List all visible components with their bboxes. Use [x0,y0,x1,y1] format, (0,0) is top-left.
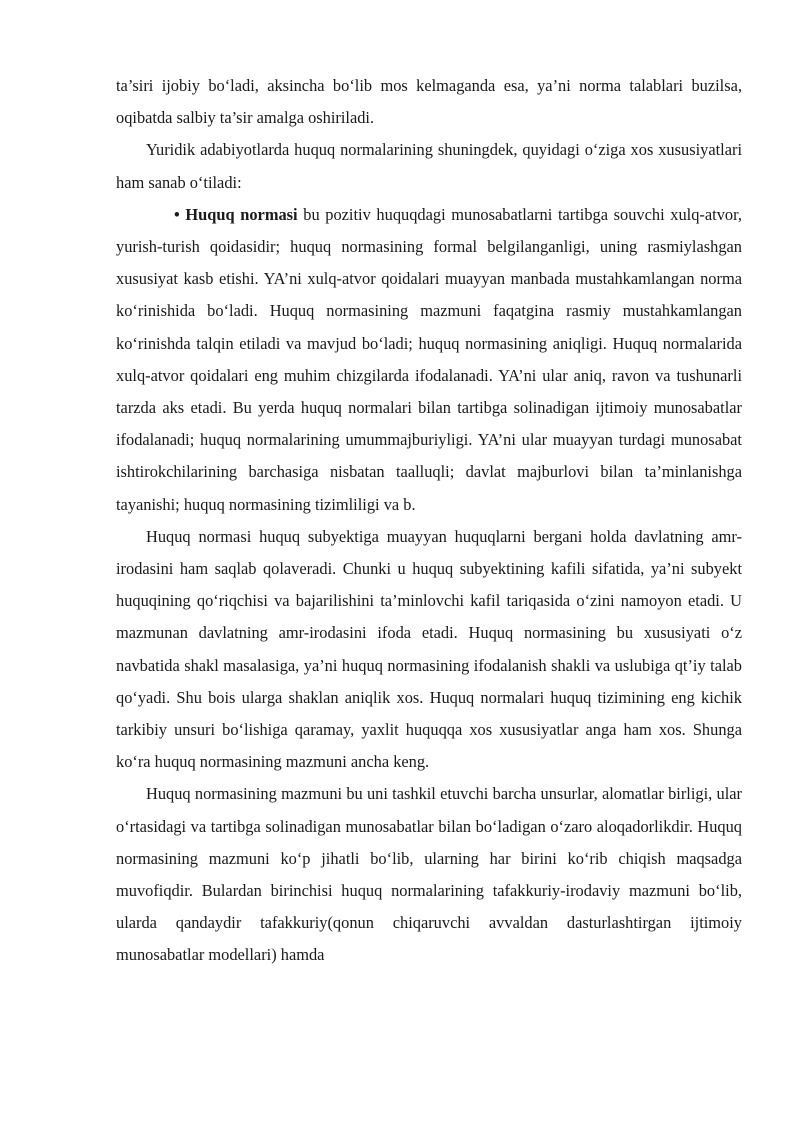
paragraph-subject: Huquq normasi huquq subyektiga muayyan huquqlarni bergani holda davlatning amr-irodasini ham saqlab qolaveradi. Chunki u huquq subyektining kafili sifatida, ya’ni subyekt huquqining qo‘riqchisi va bajarilishini ta’minlovchi kafil tariqasida o‘zini namoyon etadi. U mazmunan davlatning amr-irodasini ifoda etadi. Huquq normasining bu xususiyati o‘z navbatida shakl masalasiga, ya’ni huquq normasining ifodalanish shakli va uslubiga qt’iy talab qo‘yadi. Shu bois ularga shaklan aniqlik xos. Huquq normalari huquq tizimining eng kichik tarkibiy unsuri bo‘lishiga qaramay, yaxlit huquqqa xos xususiyatlar anga ham xos. Shunga ko‘ra huquq normasining mazmuni ancha keng. [116,526,742,772]
bullet-paragraph-text: bu pozitiv huquqdagi munosabatlarni tartibga souvchi xulq-atvor, yurish-turish qoidasidir; huquq normasining formal belgilanganligi, uning rasmiylashgan xususiyat kasb etishi. YA’ni xulq-atvor qoidalari muayyan manbada mustahkamlangan norma ko‘rinishida bo‘ladi. Huquq normasining mazmuni faqatgina rasmiy mustahkamlangan ko‘rinishda talqin etiladi va mavjud bo‘ladi; huquq normasining aniqligi. Huquq normalarida xulq-atvor qoidalari eng muhim chizgilarda ifodalanadi. YA’ni ular aniq, ravon va tushunarli tarzda aks etadi. Bu yerda huquq normalari bilan tartibga solinadigan ijtimoiy munosabatlar ifodalanadi; huquq normalarining umummajburiyligi. YA’ni ular muayyan turdagi munosabat ishtirokchilarining barchasiga nisbatan taalluqli; davlat majburlovi bilan ta’minlanishga tayanishi; huquq normasining tizimliligi va b. [116,204,742,514]
bullet-paragraph [116,199,742,521]
paragraph-content: Huquq normasining mazmuni bu uni tashkil etuvchi barcha unsurlar, alomatlar birligi, ular o‘rtasidagi va tartibga solinadigan munosabatlar bilan bo‘ladigan o‘zaro aloqadorlikdir. Huquq normasining mazmuni ko‘p jihatli bo‘lib, ularning har birini ko‘rib chiqish maqsadga muvofiqdir. Bulardan birinchisi huquq normalarining tafakkuriy-irodaviy mazmuni bo‘lib, ularda qandaydir tafakkuriy(qonun chiqaruvchi avvaldan dasturlashtirgan ijtimoiy munosabatlar modellari) hamda [116,784,742,965]
bullet-icon: • [174,204,180,224]
body-text [116,70,742,972]
paragraph-intro: Yuridik adabiyotlarda huquq normalarining shuningdek, quyidagi o‘ziga xos xususiyatlari ham sanab o‘tiladi: [116,140,742,192]
bold-term: Huquq normasi [185,204,298,224]
paragraph-continuation: ta’siri ijobiy bo‘ladi, aksincha bo‘lib mos kelmaganda esa, ya’ni norma talablari buzilsa, oqibatda salbiy ta’sir amalga oshiriladi. [116,76,742,128]
